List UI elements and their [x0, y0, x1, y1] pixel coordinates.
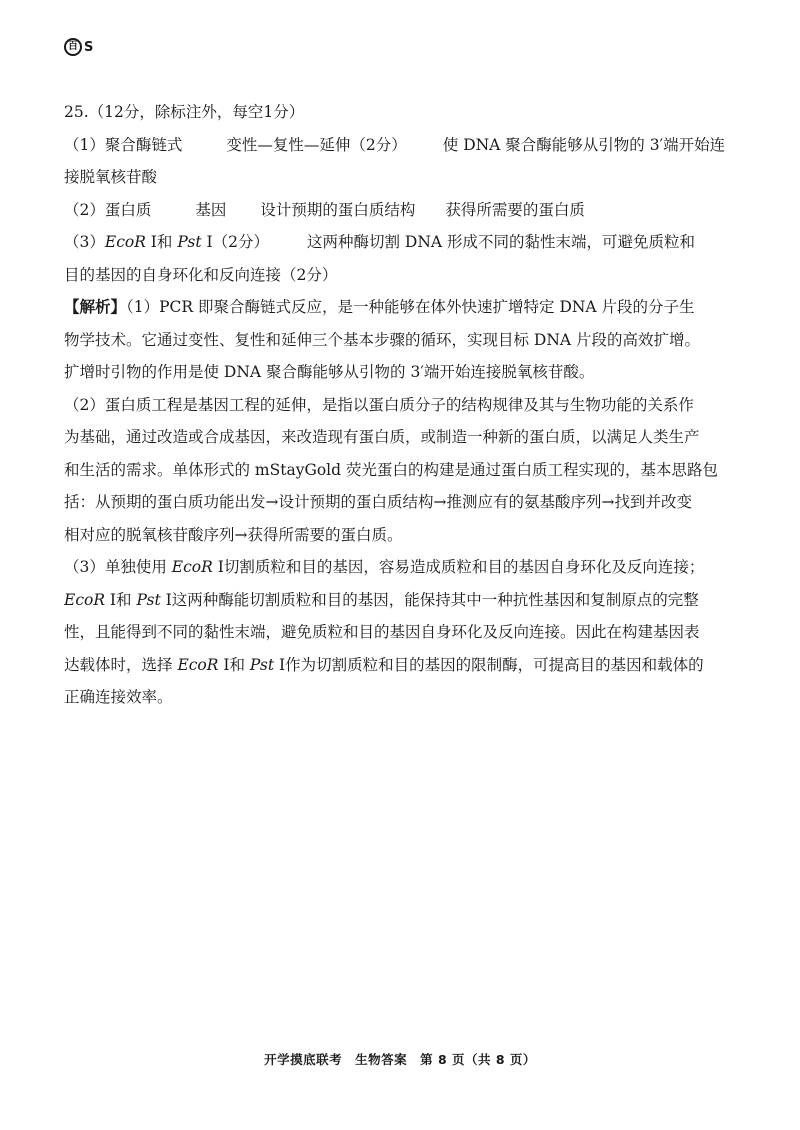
answer-3-score: Ⅰ（2分）	[201, 233, 269, 251]
analysis-p2-line3: 和生活的需求。单体形式的 mStayGold 荧光蛋白的构建是通过蛋白质工程实现的，基本思路包	[64, 460, 718, 479]
answer-2-blank-a: 蛋白质	[104, 200, 152, 219]
logo-letter: S	[84, 39, 94, 55]
answer-3-conj: Ⅰ和	[145, 233, 178, 251]
answer-2-blank-d: 获得所需要的蛋白质	[445, 200, 585, 219]
answer-2-label: （2）	[64, 200, 105, 219]
analysis-text: Ⅰ作为切割质粒和目的基因的限制酶，可提高目的基因和载体的	[274, 655, 704, 674]
answer-2-blank-b: 基因	[195, 200, 227, 219]
analysis-p3-line5: 正确连接效率。	[64, 688, 173, 706]
analysis-p3-line4	[64, 649, 740, 682]
analysis-p2-line5: 相对应的脱氧核苷酸序列→获得所需要的蛋白质。	[64, 525, 403, 544]
analysis-p1-line2: 物学技术。它通过变性、复性和延伸三个基本步骤的循环，实现目标 DNA 片段的高效扩增。	[64, 330, 701, 349]
answer-1-label: （1）	[64, 135, 105, 154]
enzyme-ecori: EcoR	[171, 558, 213, 576]
analysis-text: Ⅰ切割质粒和目的基因，容易造成质粒和目的基因自身环化及反向连接；	[212, 558, 705, 576]
answer-1-blank-b: 变性—复性—延伸（2分）	[226, 135, 407, 154]
answer-3-continued: 目的基因的自身环化和反向连接（2分）	[64, 265, 338, 284]
analysis-label: 【解析】	[64, 297, 127, 316]
analysis-text: （1）PCR 即聚合酶链式反应，是一种能够在体外快速扩增特定 DNA 片段的分子生	[126, 298, 695, 316]
analysis-p2-line1: （2）蛋白质工程是基因工程的延伸，是指以蛋白质分子的结构规律及其与生物功能的关系作	[64, 395, 694, 414]
analysis-p1-line1	[64, 291, 740, 324]
enzyme-ecori: EcoR	[104, 233, 146, 251]
analysis-p3-line3: 性，且能得到不同的黏性末端，避免质粒和目的基因自身环化及反向连接。因此在构建基因表	[64, 623, 700, 641]
analysis-p3-line2	[64, 584, 740, 617]
analysis-text: Ⅰ和	[218, 655, 250, 674]
analysis-text: 达载体时，选择	[64, 655, 178, 674]
logo-circle-icon: 百	[64, 38, 82, 56]
analysis-p1-line3: 扩增时引物的作用是使 DNA 聚合酶能够从引物的 3′端开始连接脱氧核苷酸。	[64, 363, 595, 381]
analysis-p2-line4: 括：从预期的蛋白质功能出发→设计预期的蛋白质结构→推测应有的氨基酸序列→找到并改变	[64, 493, 692, 511]
enzyme-ecori: EcoR	[64, 590, 105, 609]
answer-1	[64, 129, 740, 162]
enzyme-psti: Pst	[249, 655, 275, 674]
enzyme-psti: Pst	[136, 590, 161, 609]
publisher-logo	[64, 38, 93, 56]
question-header: 25.（12分，除标注外，每空1分）	[64, 103, 305, 121]
analysis-text: Ⅰ这两种酶能切割质粒和目的基因，能保持其中一种抗性基因和复制原点的完整	[160, 590, 699, 609]
answer-1-continued: 接脱氧核苷酸	[64, 168, 158, 186]
answer-1-blank-c: 使 DNA 聚合酶能够从引物的 3′端开始连	[442, 135, 726, 154]
analysis-p2-line2: 为基础，通过改造或合成基因，来改造现有蛋白质，或制造一种新的蛋白质，以满足人类生产	[64, 428, 700, 446]
page-footer: 开学摸底联考 生物答案 第 8 页（共 8 页）	[264, 1052, 536, 1067]
analysis-text: Ⅰ和	[105, 590, 137, 609]
answer-2	[64, 194, 740, 227]
enzyme-psti: Pst	[177, 233, 202, 251]
answer-1-blank-a: 聚合酶链式	[104, 135, 183, 154]
enzyme-ecori: EcoR	[177, 655, 219, 674]
answer-3-label: （3）	[64, 233, 105, 251]
answer-3-blank-b: 这两种酶切割 DNA 形成不同的黏性末端，可避免质粒和	[306, 233, 696, 251]
analysis-text: （3）单独使用	[64, 558, 172, 576]
analysis-p3-line1	[64, 551, 740, 584]
answer-2-blank-c: 设计预期的蛋白质结构	[260, 200, 416, 219]
answer-3	[64, 226, 740, 259]
answer-content	[64, 96, 740, 714]
